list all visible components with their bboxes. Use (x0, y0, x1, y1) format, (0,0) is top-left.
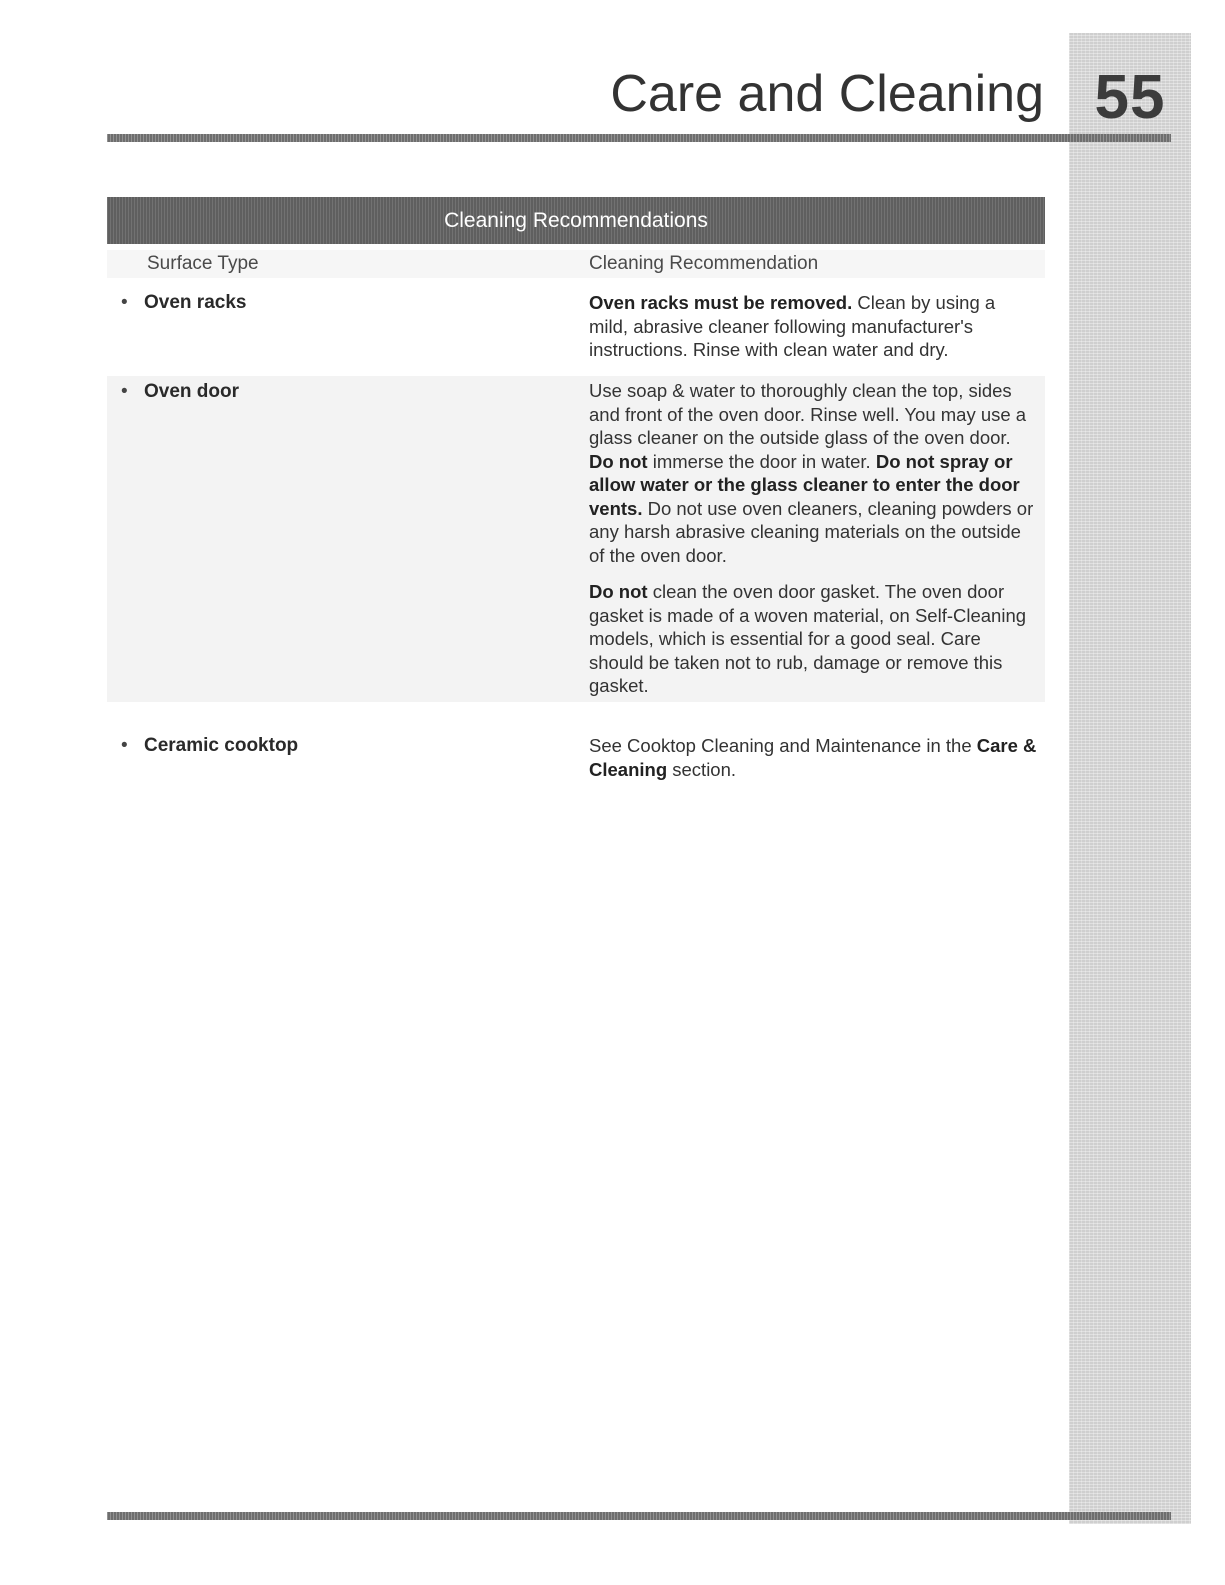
emphasis-text: Do not (589, 581, 648, 602)
surface-type-cell (121, 381, 239, 403)
recommendation-text: section. (667, 758, 737, 780)
bullet: • (121, 292, 128, 313)
column-header-cleaning-recommendation: Cleaning Recommendation (589, 253, 819, 274)
surface-type-cell (121, 735, 298, 757)
table-row-ceramic-cooktop (107, 724, 1045, 784)
recommendation-text: immerse the door in water. (647, 450, 876, 472)
surface-type-label: Ceramic cooktop (144, 735, 299, 756)
recommendation-cell (589, 734, 1039, 781)
recommendation-text: Use soap & water to thoroughly clean the top, sides and front of the oven door. Rinse well. You may use a glass cleaner on the outside glass of the oven door. (589, 380, 1027, 448)
table-row-oven-door (107, 376, 1045, 702)
recommendation-text: clean the oven door gasket. The oven door gasket is made of a woven material, on Self-Cleaning models, which is essential for a good seal. Care should be taken not to rub, damage or remove this gasket. (589, 581, 1027, 696)
recommendation-text: Clean by using a mild, abrasive cleaner following manufacturer's instructions. Rinse with clean water and dry. (589, 292, 996, 360)
recommendation-cell (589, 291, 1039, 362)
emphasis-text: Oven racks must be removed. (589, 292, 853, 313)
bullet: • (121, 735, 128, 756)
surface-type-label: Oven racks (144, 292, 247, 313)
emphasis-text: Do not (589, 450, 648, 472)
table-row-oven-racks (107, 289, 1045, 369)
emphasis-text: Do not spray or allow water or the glass cleaner to enter the door vents. (589, 450, 1020, 519)
page-title: Care and Cleaning (610, 65, 1044, 123)
table-title-banner: Cleaning Recommendations (107, 197, 1045, 244)
bottom-rule (107, 1512, 1171, 1520)
table-header-row (107, 250, 1045, 278)
page-number: 55 (1094, 63, 1166, 132)
top-rule (107, 134, 1171, 142)
recommendation-text: Do not use oven cleaners, cleaning powders or any harsh abrasive cleaning materials on the outside of the oven door. (589, 497, 1034, 566)
surface-type-cell (121, 292, 246, 314)
surface-type-label: Oven door (144, 381, 240, 402)
recommendation-cell (589, 379, 1039, 698)
column-header-surface-type: Surface Type (147, 253, 259, 274)
page-side-tab (1069, 33, 1191, 1524)
emphasis-text: Care & Cleaning (589, 735, 1037, 780)
bullet: • (121, 381, 128, 402)
recommendation-text: See Cooktop Cleaning and Maintenance in the (589, 735, 977, 756)
